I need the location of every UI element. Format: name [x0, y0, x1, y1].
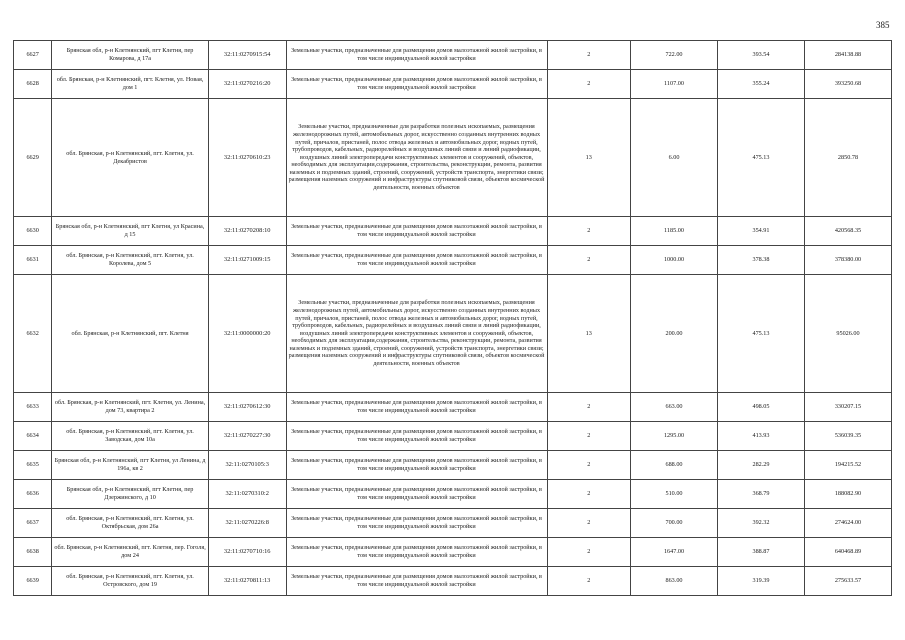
- cadastral-number: 32:11:0270105:3: [208, 451, 286, 480]
- zone-code: 2: [547, 422, 631, 451]
- cadastral-number: 32:11:0270310:2: [208, 480, 286, 509]
- zone-code: 2: [547, 246, 631, 275]
- row-number: 6632: [14, 275, 52, 393]
- parcel-address: обл. Брянская, р-н Клетнянский, пгт. Клетня, ул. Новая, дом 1: [52, 70, 209, 99]
- parcel-address: Брянская обл, р-н Клетнянский, пгт Клетня, пер Дзержинского, д 10: [52, 480, 209, 509]
- parcel-address: обл. Брянская, р-н Клетнянский, пгт. Клетня, ул. Королева, дом 5: [52, 246, 209, 275]
- cadastral-value: 393250.68: [804, 70, 891, 99]
- zone-code: 2: [547, 509, 631, 538]
- row-number: 6629: [14, 99, 52, 217]
- parcel-area: 863.00: [631, 567, 718, 596]
- parcel-address: обл. Брянская, р-н Клетнянский, пгт. Клетня, ул. Ленина, дом 73, квартира 2: [52, 393, 209, 422]
- specific-value: 393.54: [717, 41, 804, 70]
- row-number: 6638: [14, 538, 52, 567]
- land-use-description: Земельные участки, предназначенные для разработки полезных ископаемых, размещения железнодорожных путей, автомобильных дорог, искусственно созданных внутренних водных путей, причалов, пристаней, полос отвода железных и автомобильных дорог, водных путей, трубопроводов, кабельных, радиорелейных и воздушных линий связи и линий радиофикации, воздушных линий электропередачи конструктивных элементов и сооружений, объектов, необходимых для эксплуатации,содержания, строительства, реконструкции, ремонта, развития наземных и подземных зданий, строений, сооружений, устройств транспорта, энергетики связи; размещения наземных сооружений и инфраструктуры спутниковой связи, объектов космической деятельности, военных объектов: [286, 275, 547, 393]
- cadastral-value: 2850.78: [804, 99, 891, 217]
- zone-code: 2: [547, 538, 631, 567]
- row-number: 6639: [14, 567, 52, 596]
- cadastral-number: 32:11:0270811:13: [208, 567, 286, 596]
- specific-value: 368.79: [717, 480, 804, 509]
- cadastral-value: 420568.35: [804, 217, 891, 246]
- cadastral-value: 188082.90: [804, 480, 891, 509]
- row-number: 6630: [14, 217, 52, 246]
- parcel-area: 700.00: [631, 509, 718, 538]
- zone-code: 2: [547, 217, 631, 246]
- cadastral-value-table: [13, 40, 892, 596]
- parcel-address: обл. Брянская, р-н Клетнянский, пгт. Клетня, ул. Островского, дом 19: [52, 567, 209, 596]
- cadastral-number: 32:11:0271009:15: [208, 246, 286, 275]
- cadastral-value: 275633.57: [804, 567, 891, 596]
- land-use-description: Земельные участки, предназначенные для размещения домов малоэтажной жилой застройки, в том числе индивидуальной жилой застройки: [286, 246, 547, 275]
- parcel-area: 1107.00: [631, 70, 718, 99]
- parcel-address: обл. Брянская, р-н Клетнянский, пгт. Клетня, ул. Декабристов: [52, 99, 209, 217]
- cadastral-value: 274624.00: [804, 509, 891, 538]
- specific-value: 475.13: [717, 99, 804, 217]
- land-use-description: Земельные участки, предназначенные для размещения домов малоэтажной жилой застройки, в том числе индивидуальной жилой застройки: [286, 509, 547, 538]
- table-row: [14, 246, 892, 275]
- specific-value: 282.29: [717, 451, 804, 480]
- land-use-description: Земельные участки, предназначенные для размещения домов малоэтажной жилой застройки, в том числе индивидуальной жилой застройки: [286, 480, 547, 509]
- specific-value: 355.24: [717, 70, 804, 99]
- table-row: [14, 538, 892, 567]
- specific-value: 413.93: [717, 422, 804, 451]
- table-row: [14, 275, 892, 393]
- parcel-area: 1000.00: [631, 246, 718, 275]
- page-number: 385: [876, 20, 890, 30]
- parcel-area: 688.00: [631, 451, 718, 480]
- specific-value: 475.13: [717, 275, 804, 393]
- row-number: 6634: [14, 422, 52, 451]
- zone-code: 2: [547, 451, 631, 480]
- zone-code: 13: [547, 99, 631, 217]
- land-use-description: Земельные участки, предназначенные для размещения домов малоэтажной жилой застройки, в том числе индивидуальной жилой застройки: [286, 422, 547, 451]
- cadastral-number: 32:11:0000000:20: [208, 275, 286, 393]
- parcel-area: 663.00: [631, 393, 718, 422]
- land-use-description: Земельные участки, предназначенные для размещения домов малоэтажной жилой застройки, в том числе индивидуальной жилой застройки: [286, 538, 547, 567]
- parcel-address: обл. Брянская, р-н Клетнянский, пгт. Клетня: [52, 275, 209, 393]
- row-number: 6631: [14, 246, 52, 275]
- cadastral-number: 32:11:0270710:16: [208, 538, 286, 567]
- land-use-description: Земельные участки, предназначенные для размещения домов малоэтажной жилой застройки, в том числе индивидуальной жилой застройки: [286, 451, 547, 480]
- row-number: 6627: [14, 41, 52, 70]
- land-use-description: Земельные участки, предназначенные для размещения домов малоэтажной жилой застройки, в том числе индивидуальной жилой застройки: [286, 70, 547, 99]
- table-row: [14, 567, 892, 596]
- table-row: [14, 480, 892, 509]
- row-number: 6637: [14, 509, 52, 538]
- row-number: 6635: [14, 451, 52, 480]
- cadastral-value: 536039.35: [804, 422, 891, 451]
- specific-value: 498.05: [717, 393, 804, 422]
- cadastral-number: 32:11:0270612:30: [208, 393, 286, 422]
- specific-value: 378.38: [717, 246, 804, 275]
- table-row: [14, 451, 892, 480]
- cadastral-value: 284138.88: [804, 41, 891, 70]
- cadastral-number: 32:11:0270208:10: [208, 217, 286, 246]
- table-row: [14, 422, 892, 451]
- cadastral-number: 32:11:0270216:20: [208, 70, 286, 99]
- row-number: 6633: [14, 393, 52, 422]
- parcel-address: обл. Брянская, р-н Клетнянский, пгт. Клетня, ул. Заводская, дом 10а: [52, 422, 209, 451]
- row-number: 6636: [14, 480, 52, 509]
- parcel-address: Брянская обл, р-н Клетнянский, пгт Клетня, пер Комарова, д 17а: [52, 41, 209, 70]
- table-row: [14, 70, 892, 99]
- land-use-description: Земельные участки, предназначенные для размещения домов малоэтажной жилой застройки, в том числе индивидуальной жилой застройки: [286, 567, 547, 596]
- land-use-description: Земельные участки, предназначенные для размещения домов малоэтажной жилой застройки, в том числе индивидуальной жилой застройки: [286, 217, 547, 246]
- specific-value: 388.87: [717, 538, 804, 567]
- cadastral-value: 378380.00: [804, 246, 891, 275]
- specific-value: 319.39: [717, 567, 804, 596]
- zone-code: 2: [547, 480, 631, 509]
- cadastral-number: 32:11:0270227:30: [208, 422, 286, 451]
- parcel-area: 6.00: [631, 99, 718, 217]
- parcel-area: 1295.00: [631, 422, 718, 451]
- table-body: [14, 41, 892, 596]
- specific-value: 354.91: [717, 217, 804, 246]
- land-use-description: Земельные участки, предназначенные для размещения домов малоэтажной жилой застройки, в том числе индивидуальной жилой застройки: [286, 41, 547, 70]
- cadastral-value: 194215.52: [804, 451, 891, 480]
- parcel-address: Брянская обл, р-н Клетнянский, пгт Клетня, ул Ленина, д 196а, кв 2: [52, 451, 209, 480]
- table-row: [14, 393, 892, 422]
- row-number: 6628: [14, 70, 52, 99]
- zone-code: 2: [547, 41, 631, 70]
- parcel-address: Брянская обл, р-н Клетнянский, пгт Клетня, ул Красина, д 15: [52, 217, 209, 246]
- cadastral-number: 32:11:0270226:8: [208, 509, 286, 538]
- parcel-area: 1185.00: [631, 217, 718, 246]
- parcel-address: обл. Брянская, р-н Клетнянский, пгт. Клетня, ул. Октябрьская, дом 26а: [52, 509, 209, 538]
- parcel-area: 1647.00: [631, 538, 718, 567]
- table-row: [14, 217, 892, 246]
- table-row: [14, 509, 892, 538]
- zone-code: 2: [547, 567, 631, 596]
- parcel-area: 722.00: [631, 41, 718, 70]
- parcel-address: обл. Брянская, р-н Клетнянский, пгт. Клетня, пер. Гоголя, дом 24: [52, 538, 209, 567]
- land-use-description: Земельные участки, предназначенные для разработки полезных ископаемых, размещения железнодорожных путей, автомобильных дорог, искусственно созданных внутренних водных путей, причалов, пристаней, полос отвода железных и автомобильных дорог, водных путей, трубопроводов, кабельных, радиорелейных и воздушных линий связи и линий радиофикации, воздушных линий электропередачи конструктивных элементов и сооружений, объектов, необходимых для эксплуатации,содержания, строительства, реконструкции, ремонта, развития наземных и подземных зданий, строений, сооружений, устройств транспорта, энергетики связи; размещения наземных сооружений и инфраструктуры спутниковой связи, объектов космической деятельности, военных объектов: [286, 99, 547, 217]
- cadastral-value: 330207.15: [804, 393, 891, 422]
- zone-code: 2: [547, 70, 631, 99]
- cadastral-number: 32:11:0270610:23: [208, 99, 286, 217]
- cadastral-value: 640468.89: [804, 538, 891, 567]
- cadastral-number: 32:11:0270915:54: [208, 41, 286, 70]
- table-row: [14, 99, 892, 217]
- zone-code: 13: [547, 275, 631, 393]
- zone-code: 2: [547, 393, 631, 422]
- parcel-area: 510.00: [631, 480, 718, 509]
- table-row: [14, 41, 892, 70]
- parcel-area: 200.00: [631, 275, 718, 393]
- specific-value: 392.32: [717, 509, 804, 538]
- cadastral-value: 95026.00: [804, 275, 891, 393]
- land-use-description: Земельные участки, предназначенные для размещения домов малоэтажной жилой застройки, в том числе индивидуальной жилой застройки: [286, 393, 547, 422]
